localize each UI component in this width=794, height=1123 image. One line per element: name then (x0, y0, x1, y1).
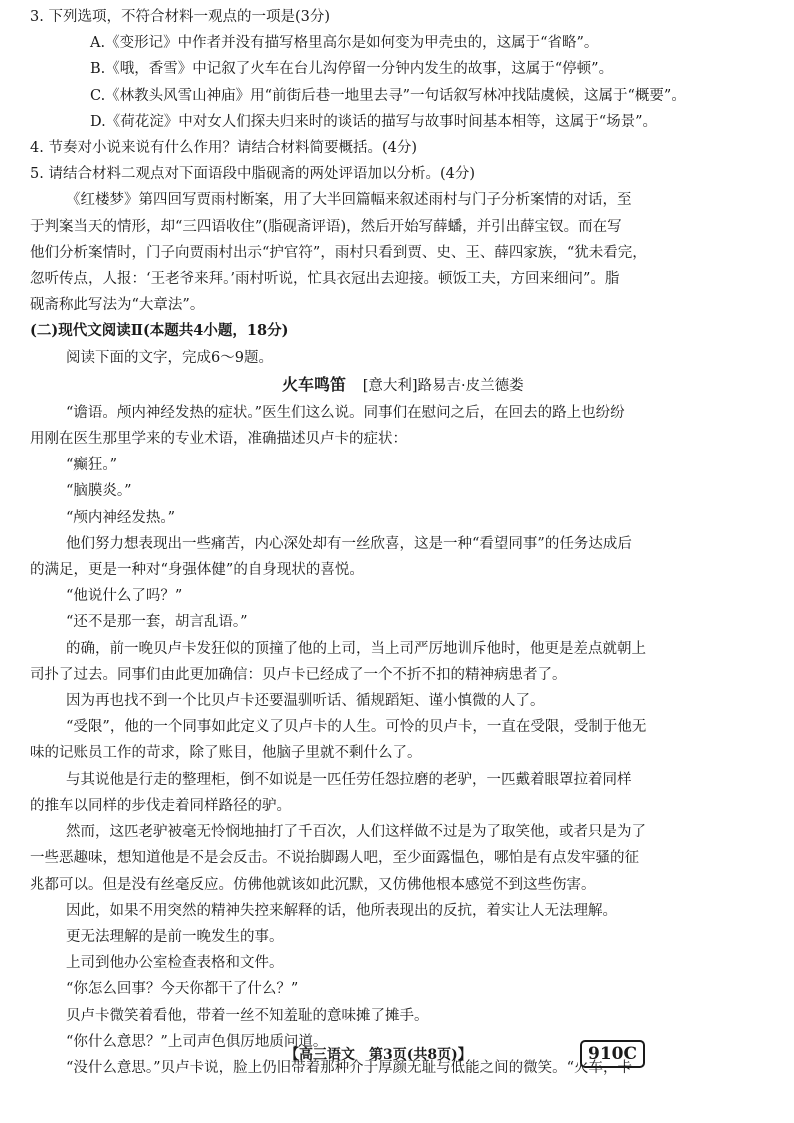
story-line: 用刚在医生那里学来的专业术语，准确描述贝卢卡的症状： (30, 431, 407, 448)
story-line: “没什么意思。”贝卢卡说，脸上仍旧带着那种介于厚颜无耻与低能之间的微笑。“火车，卡 (66, 1059, 632, 1076)
question-5-stem: 5. 请结合材料二观点对下面语段中脂砚斋的两处评语加以分析。(4分) (30, 166, 475, 183)
story-line: 的推车以同样的步伐走着同样路径的驴。 (30, 797, 291, 814)
story-title (30, 371, 750, 400)
section-instruction: 阅读下面的文字，完成6～9题。 (66, 349, 273, 366)
story-line: 味的记账员工作的苛求，除了账目，他脑子里就不剩什么了。 (30, 745, 422, 762)
story-line: 更无法理解的是前一晚发生的事。 (66, 928, 284, 945)
question-3-option-d: D.《荷花淀》中对女人们探夫归来时的谈话的描写与故事时间基本相等，这属于“场景”。 (90, 113, 658, 130)
question-5-passage-line: 于判案当天的情形，却“三四语收住”(脂砚斋评语)，然后开始写薛蟠，并引出薛宝钗。而在写 (30, 218, 622, 235)
story-line: “还不是那一套，胡言乱语。” (66, 614, 248, 631)
story-line: 然而，这匹老驴被毫无怜悯地抽打了千百次，人们这样做不过是为了取笑他，或者只是为了 (66, 824, 646, 841)
story-line: 一些恶趣味，想知道他是不是会反击。不说抬脚踢人吧，至少面露愠色，哪怕是有点发牢骚的征 (30, 850, 639, 867)
question-4-stem: 4. 节奏对小说来说有什么作用？请结合材料简要概括。(4分) (30, 140, 417, 157)
question-5-passage-line: 他们分析案情时，门子向贾雨村出示“护官符”，雨村只看到贾、史、王、薛四家族，“犹未看完， (30, 244, 647, 261)
story-line: 兆都可以。但是没有丝毫反应。仿佛他就该如此沉默，又仿佛他根本感觉不到这些伤害。 (30, 876, 596, 893)
story-line: “受限”，他的一个同事如此定义了贝卢卡的人生。可怜的贝卢卡，一直在受限，受制于他无 (66, 719, 647, 736)
question-3-option-c: C.《林教头风雪山神庙》用“前街后巷一地里去寻”一句话叙写林冲找陆虞候，这属于“概要”。 (90, 87, 686, 104)
story-line: “他说什么了吗？” (66, 588, 183, 605)
story-line: 因此，如果不用突然的精神失控来解释的话，他所表现出的反抗，着实让人无法理解。 (66, 902, 617, 919)
question-5-passage-line: 《红楼梦》第四回写贾雨村断案，用了大半回篇幅来叙述雨村与门子分析案情的对话，至 (66, 192, 632, 209)
story-line: 司扑了过去。同事们由此更加确信：贝卢卡已经成了一个不折不扣的精神病患者了。 (30, 666, 567, 683)
question-3-option-a: A.《变形记》中作者并没有描写格里高尔是如何变为甲壳虫的，这属于“省略”。 (90, 35, 599, 52)
page-number-info: 【高三语文 第3页(共8页)】 (285, 1047, 472, 1063)
story-line: “你怎么回事？今天你都干了什么？” (66, 981, 299, 998)
question-5-passage-line: 砚斋称此写法为“大章法”。 (30, 297, 205, 314)
page-content (30, 4, 750, 1081)
story-line: 的确，前一晚贝卢卡发狂似的顶撞了他的上司，当上司严厉地训斥他时，他更是差点就朝上 (66, 640, 646, 657)
story-line: “你什么意思？”上司声色俱厉地质问道。 (66, 1033, 328, 1050)
story-body (30, 400, 750, 1081)
paper-code-badge: 910C (580, 1040, 645, 1068)
story-title-text: 火车鸣笛 (282, 374, 347, 394)
question-5-passage-line: 忽听传点，人报：‘王老爷来拜。’雨村听说，忙具衣冠出去迎接。顿饭工夫，方回来细问”。脂 (30, 271, 620, 288)
story-line: “颅内神经发热。” (66, 509, 176, 526)
story-line: 因为再也找不到一个比贝卢卡还要温驯听话、循规蹈矩、谨小慎微的人了。 (66, 693, 545, 710)
question-3-stem: 3. 下列选项，不符合材料一观点的一项是(3分) (30, 9, 330, 25)
story-line: 与其说他是行走的整理柜，倒不如说是一匹任劳任怨拉磨的老驴，一匹戴着眼罩拉着同样 (66, 771, 632, 788)
story-line: “脑膜炎。” (66, 483, 132, 500)
section-heading: (二)现代文阅读Ⅱ(本题共4小题，18分) (30, 322, 289, 340)
story-line: 贝卢卡微笑着看他，带着一丝不知羞耻的意味摊了摊手。 (66, 1007, 429, 1024)
story-line: “癫狂。” (66, 457, 118, 474)
story-line: 他们努力想表现出一些痛苦，内心深处却有一丝欣喜，这是一种“看望同事”的任务达成后 (66, 535, 632, 552)
question-3-option-b: B.《哦，香雪》中记叙了火车在台儿沟停留一分钟内发生的故事，这属于“停顿”。 (90, 61, 614, 78)
page-footer (0, 1040, 794, 1070)
story-line: 上司到他办公室检查表格和文件。 (66, 955, 284, 972)
story-line: “谵语。颅内神经发热的症状。”医生们这么说。同事们在慰问之后，在回去的路上也纷纷 (66, 404, 625, 421)
story-author: [意大利]路易吉·皮兰德娄 (362, 377, 524, 394)
story-line: 的满足，更是一种对“身强体健”的自身现状的喜悦。 (30, 562, 364, 579)
